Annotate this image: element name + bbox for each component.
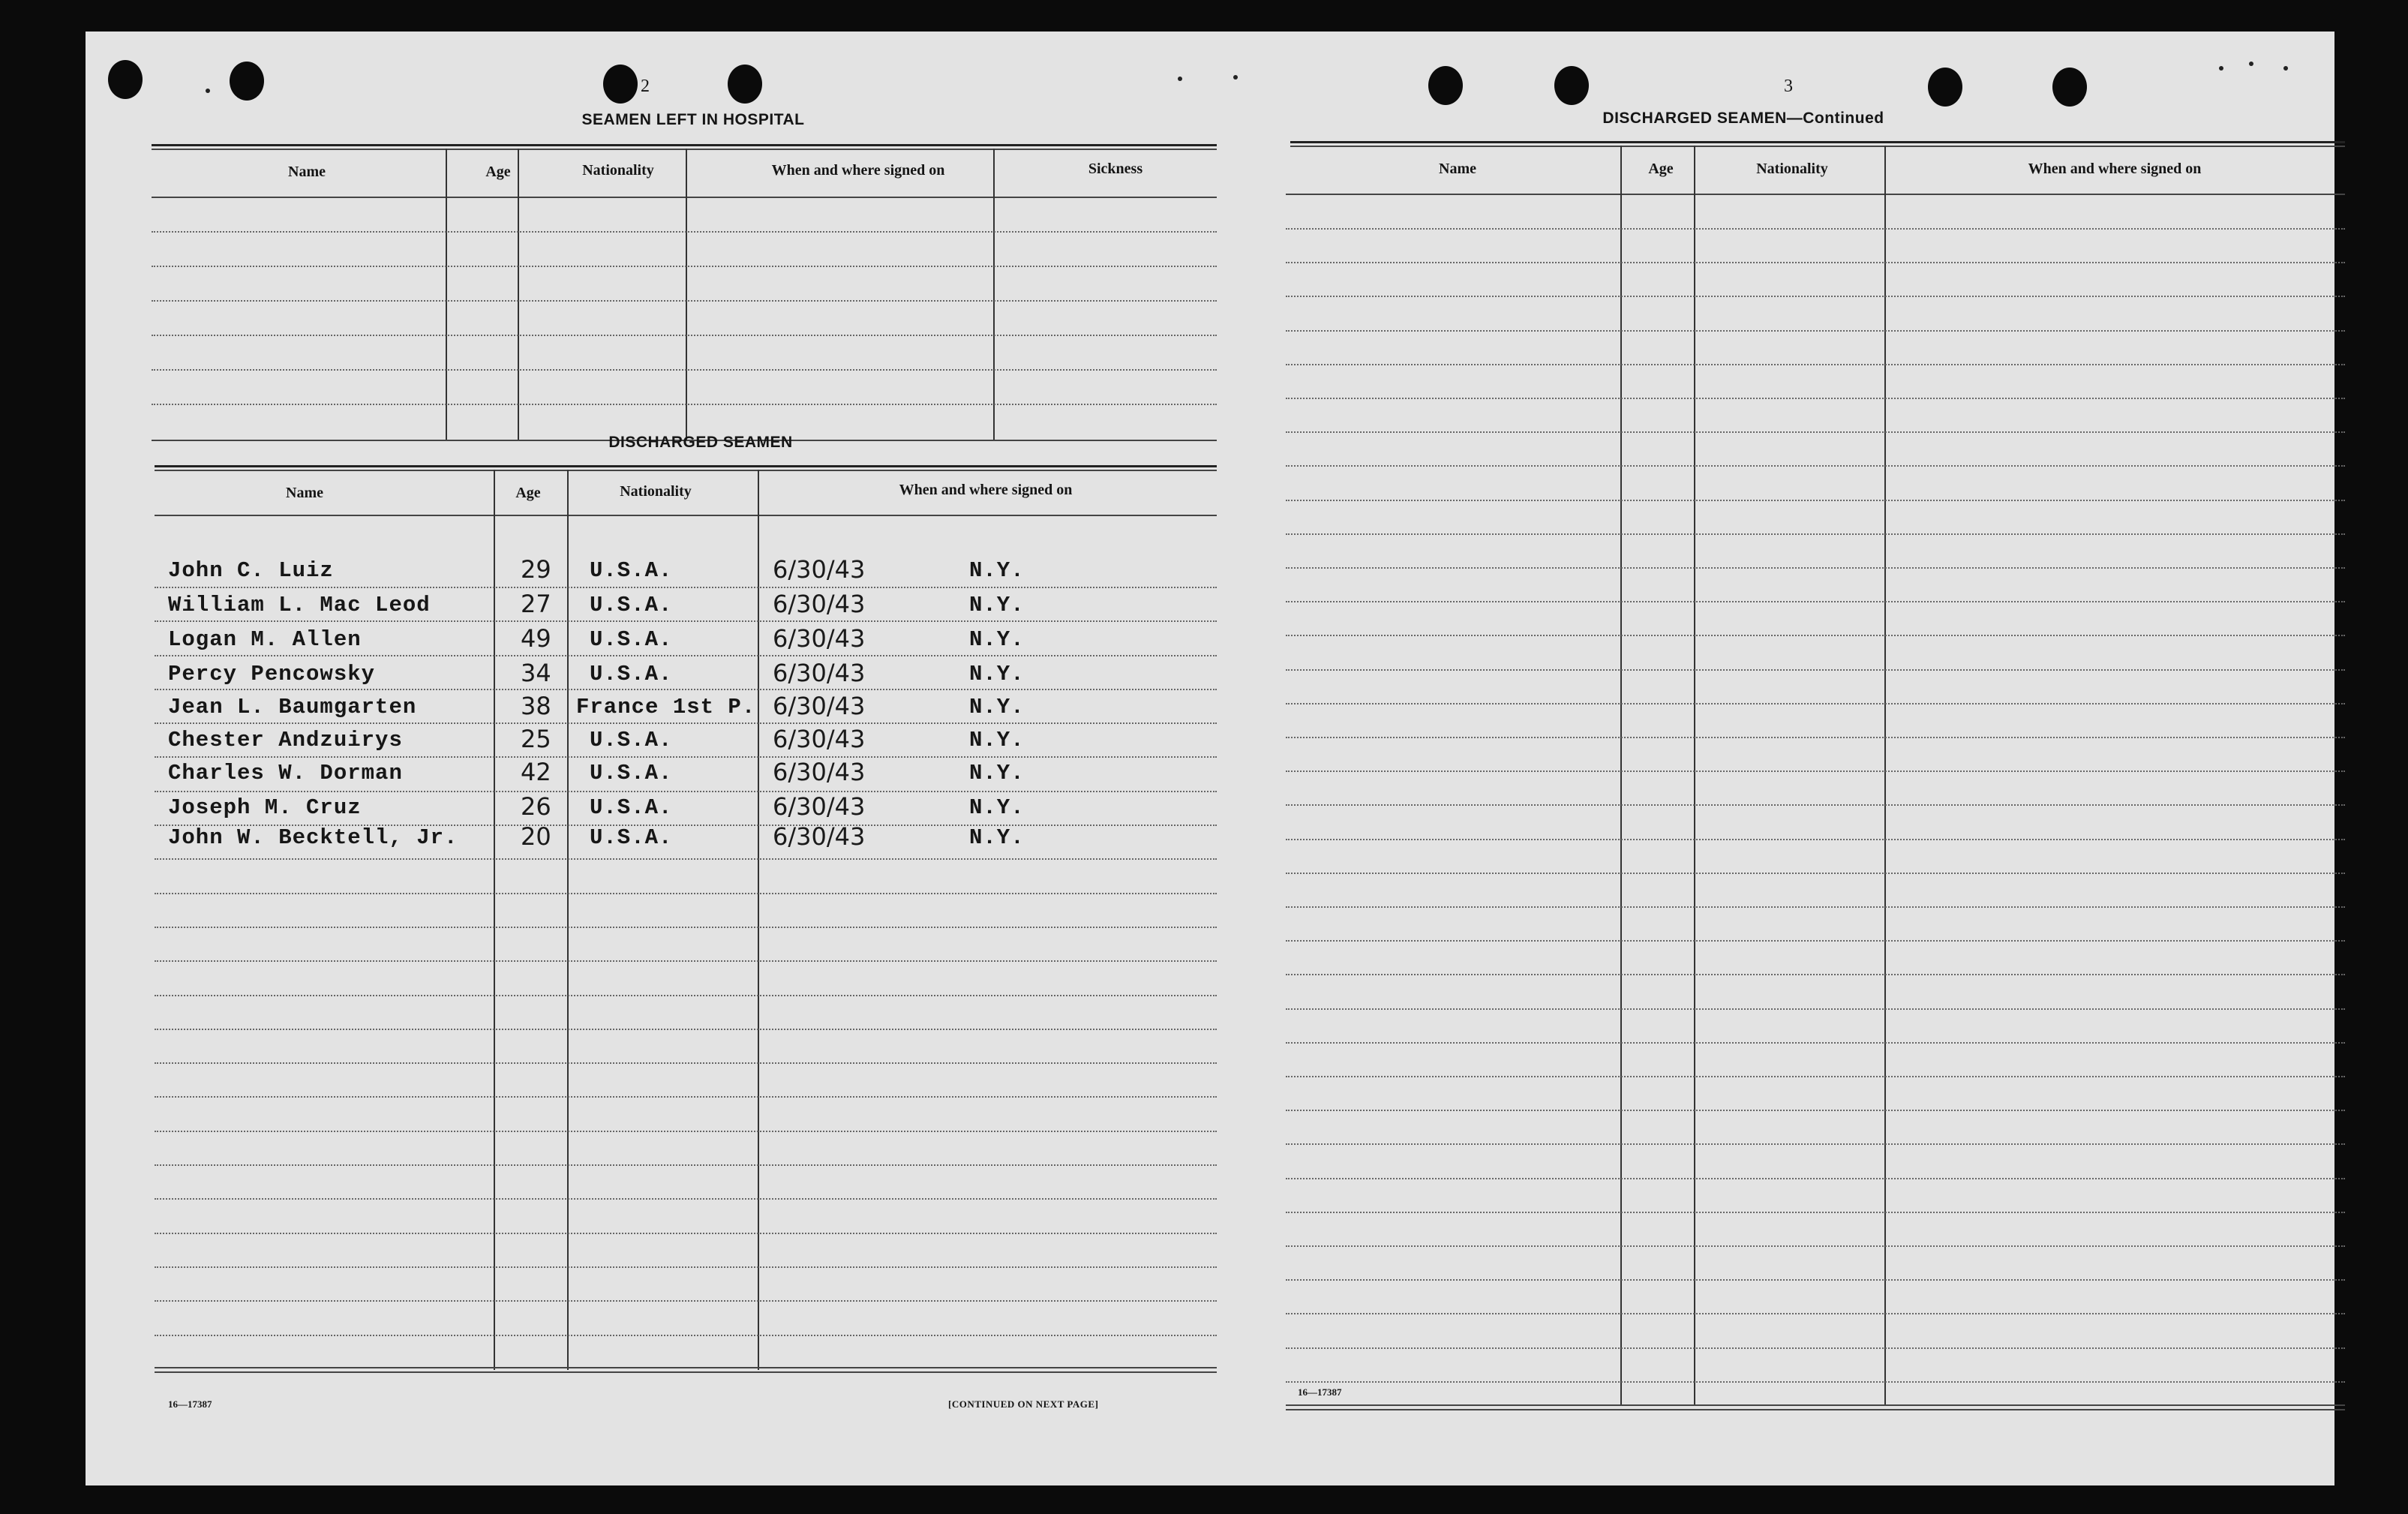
signed-on-place: N.Y. — [969, 728, 1025, 752]
seaman-nationality: U.S.A. — [590, 761, 673, 786]
row-line — [1286, 1110, 2345, 1111]
signed-on-place: N.Y. — [969, 825, 1025, 850]
speck — [2283, 66, 2288, 71]
discharged-bottom-rule — [155, 1367, 1217, 1368]
row-line — [155, 620, 1217, 622]
speck — [2249, 62, 2253, 66]
speck — [2219, 66, 2223, 71]
seaman-nationality: U.S.A. — [590, 825, 673, 850]
row-line — [155, 995, 1217, 996]
col-head-sickness: Sickness — [1088, 161, 1143, 177]
col-divider — [494, 470, 495, 1370]
seaman-age: 29 — [521, 555, 551, 584]
row-line — [155, 1096, 1217, 1098]
hospital-row-line — [152, 300, 1217, 302]
col-head-age: Age — [485, 164, 511, 180]
col-head-signed-on: When and where signed on — [2028, 161, 2202, 177]
hospital-row-line — [152, 404, 1217, 405]
col-head-rule — [1286, 194, 2345, 195]
col-head-nationality: Nationality — [582, 162, 654, 179]
col-head-nationality: Nationality — [620, 483, 692, 500]
page-number: 3 — [1784, 77, 1793, 96]
col-divider — [758, 470, 759, 1370]
seaman-nationality: France 1st P. — [576, 695, 756, 719]
signed-on-place: N.Y. — [969, 627, 1025, 652]
row-line — [155, 1029, 1217, 1030]
seaman-nationality: U.S.A. — [590, 728, 673, 752]
col-head-age: Age — [1648, 161, 1674, 177]
row-line — [1286, 635, 2345, 636]
seaman-name: Logan M. Allen — [168, 627, 362, 652]
row-line — [1286, 398, 2345, 399]
row-line — [155, 825, 1217, 826]
row-line — [1286, 567, 2345, 569]
seaman-age: 42 — [521, 758, 551, 786]
col-divider — [1620, 146, 1622, 1406]
row-line — [155, 893, 1217, 894]
seaman-name: Percy Pencowsky — [168, 662, 376, 686]
row-line — [155, 1300, 1217, 1302]
row-line — [1286, 703, 2345, 704]
signed-on-date: 6/30/43 — [773, 725, 866, 753]
row-line — [155, 960, 1217, 962]
seaman-name: John W. Becktell, Jr. — [168, 825, 458, 850]
row-line — [155, 1164, 1217, 1166]
signed-on-date: 6/30/43 — [773, 822, 866, 851]
col-divider — [518, 149, 519, 441]
row-line — [155, 655, 1217, 656]
punch-hole — [728, 65, 762, 104]
row-line — [1286, 1212, 2345, 1213]
continued-note: [CONTINUED ON NEXT PAGE] — [948, 1398, 1099, 1410]
col-head-name: Name — [1439, 161, 1476, 177]
row-line — [1286, 1347, 2345, 1349]
signed-on-date: 6/30/43 — [773, 692, 866, 720]
punch-hole — [1928, 68, 1962, 107]
row-line — [1286, 1076, 2345, 1077]
row-line — [1286, 296, 2345, 297]
row-line — [1286, 262, 2345, 263]
discharged-bottom-rule — [155, 1371, 1217, 1373]
row-line — [1286, 330, 2345, 332]
col-divider — [567, 470, 569, 1370]
col-head-name: Name — [286, 485, 323, 501]
header-rule — [1290, 146, 2345, 147]
row-line — [1286, 364, 2345, 365]
seaman-name: Chester Andzuirys — [168, 728, 403, 752]
title-main: DISCHARGED SEAMEN — [1602, 110, 1787, 127]
signed-on-date: 6/30/43 — [773, 555, 866, 584]
col-head-rule — [152, 197, 1217, 198]
row-line — [1286, 669, 2345, 671]
seaman-age: 34 — [521, 659, 551, 687]
signed-on-place: N.Y. — [969, 761, 1025, 786]
col-head-name: Name — [288, 164, 326, 180]
row-line — [1286, 1143, 2345, 1145]
header-rule — [155, 465, 1217, 467]
row-line — [155, 1335, 1217, 1336]
row-line — [1286, 1042, 2345, 1044]
row-line — [155, 1266, 1217, 1268]
signed-on-date: 6/30/43 — [773, 758, 866, 786]
punch-hole — [108, 60, 143, 99]
page-number: 2 — [641, 77, 650, 96]
header-rule — [1290, 141, 2345, 143]
speck — [1178, 77, 1182, 81]
row-line — [1286, 804, 2345, 806]
signed-on-place: N.Y. — [969, 795, 1025, 820]
row-line — [1286, 906, 2345, 908]
title-suffix: —Continued — [1786, 110, 1884, 127]
row-line — [1286, 601, 2345, 602]
row-line — [155, 858, 1217, 860]
signed-on-place: N.Y. — [969, 695, 1025, 719]
punch-hole — [603, 65, 638, 104]
form-code: 16—17387 — [168, 1398, 212, 1410]
seaman-name: William L. Mac Leod — [168, 593, 431, 617]
row-line — [155, 1233, 1217, 1234]
form-code: 16—17387 — [1298, 1386, 1342, 1398]
seaman-nationality: U.S.A. — [590, 558, 673, 583]
seaman-name: Charles W. Dorman — [168, 761, 403, 786]
seaman-age: 25 — [521, 725, 551, 753]
signed-on-place: N.Y. — [969, 593, 1025, 617]
row-line — [155, 1131, 1217, 1132]
seaman-name: Joseph M. Cruz — [168, 795, 362, 820]
seaman-name: Jean L. Baumgarten — [168, 695, 417, 719]
row-line — [1286, 465, 2345, 467]
col-divider — [993, 149, 995, 441]
row-line — [1286, 839, 2345, 840]
hospital-row-line — [152, 266, 1217, 267]
row-line — [155, 722, 1217, 724]
row-line — [1286, 940, 2345, 942]
seaman-nationality: U.S.A. — [590, 593, 673, 617]
row-line — [1286, 737, 2345, 738]
row-line — [1286, 431, 2345, 433]
discharged-continued-title — [1571, 110, 1916, 128]
punch-hole — [1428, 66, 1463, 105]
row-line — [1286, 974, 2345, 975]
row-line — [155, 756, 1217, 758]
right-bottom-rule — [1286, 1404, 2345, 1406]
col-head-signed-on: When and where signed on — [771, 162, 945, 179]
row-line — [155, 1198, 1217, 1200]
row-line — [1286, 533, 2345, 535]
header-rule — [152, 144, 1217, 146]
row-line — [1286, 1008, 2345, 1010]
seaman-age: 49 — [521, 624, 551, 653]
signed-on-date: 6/30/43 — [773, 624, 866, 653]
col-divider — [1694, 146, 1695, 1406]
seaman-age: 27 — [521, 590, 551, 618]
right-bottom-rule — [1286, 1409, 2345, 1410]
signed-on-date: 6/30/43 — [773, 590, 866, 618]
row-line — [1286, 771, 2345, 772]
col-head-nationality: Nationality — [1756, 161, 1828, 177]
row-line — [1286, 1245, 2345, 1247]
speck — [206, 89, 210, 93]
seaman-name: John C. Luiz — [168, 558, 334, 583]
row-line — [1286, 873, 2345, 874]
row-line — [155, 927, 1217, 928]
col-head-rule — [155, 515, 1217, 516]
signed-on-date: 6/30/43 — [773, 659, 866, 687]
speck — [1233, 75, 1238, 80]
row-line — [155, 791, 1217, 792]
hospital-row-line — [152, 369, 1217, 371]
hospital-row-line — [152, 231, 1217, 233]
row-line — [1286, 1381, 2345, 1383]
header-rule — [155, 470, 1217, 471]
col-head-age: Age — [515, 485, 541, 501]
row-line — [155, 587, 1217, 588]
col-divider — [686, 149, 687, 441]
seaman-age: 20 — [521, 822, 551, 851]
signed-on-place: N.Y. — [969, 662, 1025, 686]
row-line — [1286, 228, 2345, 230]
hospital-section-title: SEAMEN LEFT IN HOSPITAL — [581, 111, 805, 128]
header-rule — [152, 149, 1217, 150]
seaman-nationality: U.S.A. — [590, 627, 673, 652]
row-line — [155, 689, 1217, 690]
col-divider — [1884, 146, 1886, 1406]
signed-on-date: 6/30/43 — [773, 792, 866, 821]
punch-hole — [230, 62, 264, 101]
row-line — [1286, 1178, 2345, 1179]
signed-on-place: N.Y. — [969, 558, 1025, 583]
row-line — [1286, 500, 2345, 501]
seaman-age: 26 — [521, 792, 551, 821]
seaman-nationality: U.S.A. — [590, 795, 673, 820]
row-line — [155, 1062, 1217, 1064]
record-sheet — [86, 32, 2334, 1485]
seaman-nationality: U.S.A. — [590, 662, 673, 686]
discharged-section-title: DISCHARGED SEAMEN — [608, 434, 793, 451]
row-line — [1286, 1313, 2345, 1314]
punch-hole — [1554, 66, 1589, 105]
punch-hole — [2052, 68, 2087, 107]
col-head-signed-on: When and where signed on — [899, 482, 1073, 498]
hospital-row-line — [152, 335, 1217, 336]
row-line — [1286, 1279, 2345, 1281]
col-divider — [446, 149, 447, 441]
seaman-age: 38 — [521, 692, 551, 720]
